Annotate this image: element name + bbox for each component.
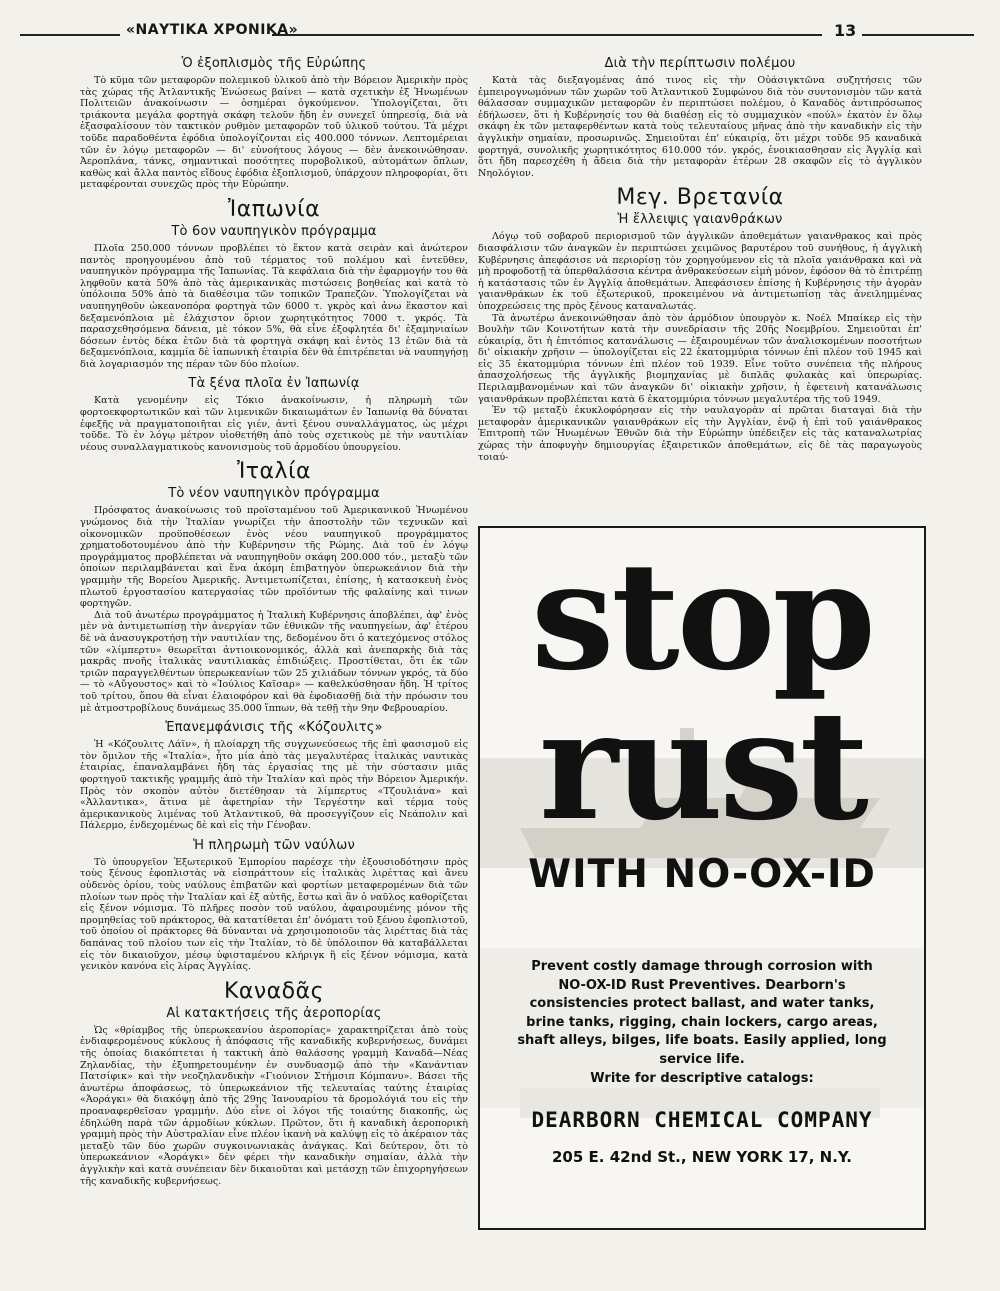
article-paragraph: Πρόσφατος ἀνακοίνωσις τοῦ προϊσταμένου τοῦ Ἀμερικανικοῦ Ἠνωμένου γνώμονος διὰ τὴν Ἰταλίαν γνωρίζει τὴν ἀποστολὴν τῶν τεχνικῶν καὶ οἰκονομικῶν προϋποθέσεων ἑνὸς νέου ναυπηγικοῦ προγράμματος χρηματοδοτουμένου ἀπὸ τὴν Κυβέρνησιν τῆς Ρώμης. Διὰ τοῦ ἐν λόγῳ προγράμματος προβλέπεται νὰ ναυπηγηθοῦν σκάφη 200.000 τόν., μεταξὺ τῶν ὁποίων περιλαμβάνεται καὶ ἕνα ἀκόμη ἐπιβατηγὸν ὑπερωκεάνιον διὰ τὴν γραμμὴν τῆς Βορείου Ἀμερικῆς. Ἀντιμετωπίζεται, ἐπίσης, ἡ κατασκευὴ ἑνὸς πλωτοῦ ἐργοστασίου κατεργασίας τῶν προϊόντων τῆς φαλαίνης καὶ τινων φορτηγῶν. — [80, 505, 468, 610]
article-paragraph: Κατὰ γενομένην εἰς Τόκιο ἀνακοίνωσιν, ἡ πληρωμὴ τῶν φορτοεκφορτωτικῶν καὶ τῶν λιμενικῶν δικαιωμάτων ἐν Ἰαπωνίᾳ θὰ δύναται ἐφεξῆς νὰ πραγματοποιῆται εἰς γιέν, ἀντὶ ξένου συναλλάγματος, ὡς μέχρι τοῦδε. Τὸ ἐν λόγῳ μέτρον υἱοθετήθη ἀπὸ τοὺς σχετικοὺς μὲ τὴν ναυτιλίαν νέους συναλλαγματικοὺς κανονισμοὺς τοῦ ἁρμοδίου ὑπουργείου. — [80, 395, 468, 453]
article-paragraph: Πλοῖα 250.000 τόννων προβλέπει τὸ ἕκτον κατὰ σειρὰν καὶ ἀνώτερον παντὸς προηγουμένου ἀπὸ τοῦ τέρματος τοῦ πολέμου καὶ ἐντεῦθεν, ναυπηγικὸν πρόγραμμα τῆς Ἰαπωνίας. Τὰ κεφάλαια διὰ τὴν ἐφαρμογήν του θὰ ληφθοῦν κατὰ 50% ἀπὸ τὰς ἀμερικανικὰς πιστώσεις βοηθείας καὶ κατὰ τὸ ὑπόλοιπα 50% ἀπὸ τὰ διαθέσιμα τῶν τοπικῶν Τραπεζῶν. Ὑπολογίζεται νὰ ναυπηγηθοῦν ὠκεανοπόρα φορτηγὰ τῶν 6000 τ. γκρὸς καὶ ἀνω ἕκαστον καὶ δεξαμενόπλοια μὲ ἐλάχιστον ὅριον χωρητικότητος 7000 τ. γκρός. Τὰ παρασχεθησόμενα δάνεια, μὲ τόκον 5%, θὰ εἶνε ἐξοφλητέα δι' ἑξαμηνιαίων δόσεων ἐντὸς δέκα ἐτῶν διὰ τὰ φορτηγὰ σκάφη καὶ ἐντὸς 13 ἐτῶν διὰ τὰ δεξαμενόπλοια, καμμία δὲ ἰαπωνικὴ ἑταιρία δὲν θὰ ἐπιτρέπεται νὰ ναυπηγήσῃ διὰ λογαριασμόν της πέραν τῶν δύο πλοίων. — [80, 242, 468, 370]
header-rule-middle — [272, 34, 822, 36]
article-paragraph: Ἐν τῷ μεταξὺ ἐκυκλοφόρησαν εἰς τὴν ναυλαγορὰν αἱ πρῶται διαταγαὶ διὰ τὴν μεταφορὰν ἀμερικανικῶν γαιανθράκων εἰς τὴν Ἀγγλίαν, ἐνῷ ἡ ἐπὶ τοῦ γαιάνθρακος Ἐπιτροπὴ τῶν Ἡνωμένων Ἐθνῶν διὰ τὴν Εὐρώπην ὑπέδειξεν εἰς τὰς καταναλωτρίας χώρας τὴν ἀποφυγὴν δημιουργίας ἐξαιρετικῶν ἀποθεμάτων, εἰς δὲ τὰς παραγωγοὺς τοιαύ- — [478, 405, 922, 463]
ad-body-text: Prevent costly damage through corrosion with NO-OX-ID Rust Preventives. Dearborn's consistencies protect ballast, and water tanks, brine tanks, rigging, chain lockers, cargo areas, shaft alleys, bilges, life boats. Easily applied, long service life. — [517, 959, 887, 1067]
article-paragraph: Τὸ κῦμα τῶν μεταφορῶν πολεμικοῦ ὑλικοῦ ἀπὸ τὴν Βόρειον Ἀμερικὴν πρὸς τὰς χώρας τῆς Ἀτλαντικῆς Ἑνώσεως βαίνει — κατὰ σχετικὴν ἐξ Ἡνωμένων Πολιτειῶν ἀνακοίνωσιν — ὁσημέραι ὀγκούμενον. Ὑπολογίζεται, ὅτι τριάκοντα μεγάλα φορτηγὰ σκάφη τελοῦν ἤδη ἐν συνεχεῖ ὑπηρεσίᾳ, διὰ νὰ ἐξασφαλίσουν τὸν τακτικὸν ρυθμὸν μεταφορῶν τοῦ ὑλικοῦ τούτου. Τὰ μέχρι τοῦδε παραδοθέντα ἐφόδια ὑπολογίζονται εἰς 400.000 τόννων. Λεπτομέρειαι τῶν ἐν λόγῳ μεταφορῶν — δι' εὐνοήτους λόγους — δὲν ἀνεκοινώθησαν. Ἀεροπλάνα, τάνκς, σημαντικαὶ ποσότητες πυροβολικοῦ, αὐτομάτων ὅπλων, καθὼς καὶ ἄλλα παντὸς εἴδους ἐφόδια ἐξοπλισμοῦ, ὑπάρχουν πληροφορίαι, ὅτι μεταφέρονται συνεχῶς πρὸς τὴν Εὐρώπην. — [80, 75, 468, 191]
article-paragraph: Διὰ τοῦ ἀνωτέρω προγράμματος ἡ Ἰταλικὴ Κυβέρνησις ἀποβλέπει, ἀφ' ἑνὸς μὲν νὰ ἀντιμετωπίσῃ τὴν ἀνεργίαν τῶν ἐθνικῶν τῆς ναυπηγείων, ἀφ' ἑτέρου δὲ νὰ ἀνασυγκροτήσῃ τὴν ναυτιλίαν της, δεδομένου ὅτι ὁ κατεχόμενος στόλος τῶν «λίμπερτυ» θεωρεῖται ἀντιοικονομικός, ἀλλὰ καὶ ἀνεπαρκὴς διὰ τὰς μακρᾶς πνοῆς ἰταλικὰς ναυτιλιακὰς ἐπιδιώξεις. Προστίθεται, ὅτι ἐκ τῶν τριῶν παραγγελθέντων ὑπερωκεανίων τῶν 25 χιλιάδων τόννων γκρός, τὰ δύο — τὸ «Αὔγουστος» καὶ τὸ «Ἰούλιος Καῖσαρ» — καθελκύσθησαν ἤδη. Ἡ τρίτος τοῦ τρίτου, ὅπου θὰ εἶναι ἐλαιοφόρον καὶ θὰ ἐφοδιασθῇ διὰ τὴν πρόωσιν του μὲ ἀτμοστροβίλους δυνάμεως 35.000 ἵππων, θὰ τεθῇ τὴν 9ην Φεβρουαρίου. — [80, 609, 468, 714]
country-heading-italy: Ἰταλία — [236, 459, 312, 485]
publication-title: «ΝΑΥΤΙΚΑ ΧΡΟΝΙΚΑ» — [126, 22, 299, 38]
section-title-europe-armament: Ὁ ἐξοπλισμὸς τῆς Εὐρώπης — [181, 56, 367, 71]
advertisement-no-ox-id — [478, 526, 926, 1230]
header-rule-right — [862, 34, 974, 36]
ad-call-to-action: Write for descriptive catalogs: — [590, 1070, 814, 1086]
subheading-cosulich: Ἐπανεμφάνισις τῆς «Κόζουλιτς» — [165, 720, 383, 736]
ad-headline-rust: rust — [539, 678, 865, 854]
subheading-coal-shortage: Ἡ ἔλλειψις γαιανθράκων — [617, 212, 783, 228]
subheading-freight-payment: Ἡ πληρωμὴ τῶν ναύλων — [193, 837, 355, 853]
ad-body-copy — [516, 958, 888, 1088]
subheading-foreign-ships-japan: Τὰ ξένα πλοῖα ἐν Ἰαπωνίᾳ — [188, 376, 360, 392]
article-paragraph: Τὰ ἀνωτέρω ἀνεκοινώθησαν ἀπὸ τὸν ἁρμόδιον ὑπουργὸν κ. Νοέλ Μπαίκερ εἰς τὴν Βουλὴν τῶν Κοινοτήτων κατὰ τὴν συνεδρίασιν τῆς 20ῆς Νοεμβρίου. Σημειοῦται ἐπ' εὐκαιρίᾳ, ὅτι ἡ ἐπιτόπιος κατανάλωσις — ἐξαιρουμένων τῶν ἀναλισκομένων ποσοτήτων δι' οἰκιακὴν χρῆσιν — ὑπολογίζεται εἰς 22 ἑκατομμύρια τόννων ἐπὶ πλέον τοῦ 1945 καὶ εἰς 35 ἑκατομμύρια τόννων ἐπὶ πλέον τοῦ 1939. Εἶνε τοῦτο συνέπεια τῆς πλήρους ἀπασχολήσεως τῆς ἀγγλικῆς βιομηχανίας μὲ διπλᾶς φυλακὰς καὶ ὑπερωρίας. Περιλαμβανομένων καὶ τῶν ἀναγκῶν δι' οἰκιακὴν χρῆσιν, ἡ ἐφετεινὴ κατανάλωσις γαιανθράκων προβλέπεται κατὰ 6 ἑκατομμύρια τόννων μεγαλυτέρα τῆς τοῦ 1949. — [478, 312, 922, 405]
article-paragraph: Τὸ ὑπουργεῖον Ἐξωτερικοῦ Ἐμπορίου παρέσχε τὴν ἐξουσιοδότησιν πρὸς τοὺς ξένους ἐφοπλιστὰς νὰ εἰσπράττουν εἰς ἰταλικὰς λιρέττας καὶ ἄνευ οὐδενὸς ὁρίου, τοὺς ναύλους ἐπιβατῶν καὶ φορτίων μεταφερομένων διὰ τῶν πλοίων των πρὸς τὴν Ἰταλίαν καὶ ἐξ αὐτῆς, ἔστω καὶ ἂν ὁ ναῦλος καθορίζεται εἰς ξένον νόμισμα. Τὸ πλῆρες ποσὸν τοῦ ναύλου, ἀφαιρουμένης μόνον τῆς προμηθείας τοῦ πράκτορος, θὰ κατατίθεται ἐπ' ὀνόματι τοῦ ξένου ἐφοπλιστοῦ, τοῦ ὁποίου οἱ πράκτορες θὰ δύνανται νὰ χρησιμοποιοῦν τὰς λιρέττας διὰ τὰς δαπάνας τοῦ πλοίου των εἰς τὴν Ἰταλίαν, τὸ δὲ ὑπόλοιπον θὰ καταβάλλεται εἰς τὸν δικαιοῦχον, μέσῳ ὑφισταμένου κλήριγκ ἢ εἰς ξένον νόμισμα, κατὰ γενικὸν κανόνα εἰς λίρας Ἀγγλίας. — [80, 856, 468, 973]
subheading-japan-program: Τὸ 6ον ναυπηγικὸν πρόγραμμα — [171, 223, 377, 239]
country-heading-canada: Καναδᾶς — [223, 978, 325, 1004]
right-column — [478, 56, 922, 463]
section-title-wartime: Διὰ τὴν περίπτωσιν πολέμου — [604, 56, 796, 71]
article-paragraph: Ἡ «Κόζουλιτς Λάϊν», ἡ πλοίαρχη τῆς συγχωνεύσεως τῆς ἐπὶ φασισμοῦ εἰς τὸν ὅμιλον τῆς «Ἰταλία», ἦτο μία ἀπὸ τὰς μεγαλυτέρας ἰταλικὰς ναυτικὰς ἑταιρίας, ἐπαναλαμβάνει ἤδη τὰς ἐργασίας της μὲ τὴν σύστασιν μιᾶς φορτηγοῦ τακτικῆς γραμμῆς ἀπὸ τὴν Ἰταλίαν καὶ πρὸς τὴν Βόρειον Ἀμερικήν. Πρὸς τὸν σκοπὸν αὐτὸν διετέθησαν τὰ λίμπερτυς «Τζουλιάνα» καὶ «Ἀλλαντικα», ἅτινα μὲ ἀφετηρίαν τὴν Τεργέστην καὶ τέρμα τοὺς ἀμερικανικοὺς λιμένας τοῦ Ἀτλαντικοῦ, θὰ προσεγγίζουν εἰς Νεάπολιν καὶ Πάλερμο, ἐνδεχομένως δὲ καὶ εἰς τὴν Γένοβαν. — [80, 739, 468, 832]
ad-subhead: WITH NO-OX-ID — [528, 852, 876, 897]
country-heading-japan: Ἰαπωνία — [227, 196, 321, 222]
header-rule-left — [20, 34, 120, 36]
left-column — [80, 56, 468, 1187]
subheading-italy-program: Τὸ νέον ναυπηγικὸν πρόγραμμα — [168, 486, 380, 502]
page-number: 13 — [834, 21, 857, 40]
ad-company-name: DEARBORN CHEMICAL COMPANY — [531, 1108, 873, 1132]
subheading-canada-aviation: Αἱ κατακτήσεις τῆς ἀεροπορίας — [166, 1005, 382, 1021]
article-paragraph: Ὡς «θρίαμβος τῆς ὑπερωκεανίου ἀεροπορίας» χαρακτηρίζεται ἀπὸ τοὺς ἐνδιαφερομένους κύκλους ἡ ἀπόφασις τῆς καναδικῆς κυβερνήσεως, δυνάμει τῆς ὁποίας διακόπτεται ἡ τακτικὴ ἀπὸ θαλάσσης γραμμὴ Καναδᾶ—Νέας Ζηλανδίας, τὴν ἐξυπηρετουμένην ἐν συνδυασμῷ ἀπὸ τὴν «Κανάντιαν Πατσίφικ» καὶ τὴν νεοζηλανδικὴν «Γιούνιον Στήμσιπ Κόμπανυ». Βάσει τῆς ἀνωτέρω ἀποφάσεως, τὸ ὑπερωκεάνιον τῆς τελευταίας ταύτης ἑταιρίας «Ἀοράγκι» θὰ διακόψῃ ἀπὸ τῆς 29ης Ἰανουαρίου τὰ δρομολόγιά του εἰς τὴν προαναφερθεῖσαν γραμμήν. Δύο εἶνε οἱ λόγοι τῆς τοιαύτης διακοπῆς, ὡς ἐδηλώθη παρὰ τῶν ἁρμοδίων κύκλων. Πρῶτον, ὅτι ἡ καναδικὴ ἀεροπορικὴ γραμμὴ πρὸς τὴν Αὐστραλίαν εἶνε πλέον ἱκανὴ νὰ καλύψῃ εἰς τὸ ἀκέραιον τὰς μεταξὺ τῶν δύο χωρῶν συγκοινωνιακὰς ἀνάγκας. Καὶ δεύτερον, ὅτι τὸ ὑπερωκεάνιον «Ἀοράγκι» δὲν φέρει τὴν καναδικὴν σημαίαν, ἀλλὰ τὴν ἀγγλικὴν καὶ κατὰ συνέπειαν δὲν δικαιοῦται καὶ μετάσχῃ τῶν ἐπιχορηγήσεων τῆς καναδικῆς κυβερνήσεως. — [80, 1024, 468, 1187]
ad-company-address: 205 E. 42nd St., NEW YORK 17, N.Y. — [552, 1148, 852, 1166]
article-paragraph: Λόγῳ τοῦ σοβαροῦ περιορισμοῦ τῶν ἀγγλικῶν ἀποθεμάτων γαιανθρακος καὶ πρὸς διασφάλισιν τῶν ἀναγκῶν ἐν περιπτώσει χειμῶνος βαρυτέρου τοῦ συνήθους, ἡ ἀγγλικὴ Κυβέρνησις ἀπεφάσισε νὰ περιορίσῃ τὸν χορηγούμενον εἰς τὰ πλοῖα γαιάνθρακα καὶ νὰ μὴ προφοδοτῇ τὰ ὑπερθαλάσσια κέντρα ἀνθρακεύσεων εἰμὴ μόνον, ἐφόσον θὰ τὸ ἐπιτρέπῃ ἡ κατάστασις τῶν ἐν Ἀγγλίᾳ ἀποθεμάτων. Ἀπεφάσισεν ἐπίσης ἡ Κυβέρνησις τὴν ἀγορὰν γαιανθράκων ἐκ τοῦ ἐξωτερικοῦ, προκειμένου νὰ ἀντιμετωπίσῃ τὰς ἀνειλημμένας ὑποχρεώσεις της πρὸς ξένους καταναλωτάς. — [478, 231, 922, 312]
article-paragraph: Κατὰ τὰς διεξαγομένας ἀπό τινος εἰς τὴν Οὐάσιγκτῶνα συζητήσεις τῶν ἐμπειρογνωμόνων τῶν χωρῶν τοῦ Ἀτλαντικοῦ Συμφώνου διὰ τὸν συντονισμὸν τῶν κατὰ θάλασσαν συμμαχικῶν μεταφορῶν ἐν περιπτώσει πολέμου, ὁ Καναδὸς ἀντιπρόσωπος ἐδήλωσεν, ὅτι ἡ Κυβέρνησίς του θὰ διαθέσῃ εἰς τὸ συμμαχικὸν «πούλ» ἑκατὸν ἐν ὅλῳ σκάφη ἐκ τῶν μεταφερθέντων κατὰ τοὺς τελευταίους μῆνας ἀπὸ τὴν καναδικὴν εἰς τὴν ἀγγλικὴν σημαίαν, προσωρινῶς. Σημειοῦται ἐπ' εὐκαιρίᾳ, ὅτι μέχρι τοῦδε 95 καναδικὰ φορτηγά, συνολικῆς χωρητικότητος 610.000 τόν. γκρός, ἐνοικιασθησαν εἰς Ἀγγλίᾳ καὶ ὅτι ἤδη παρεσχέθη ἡ ἄδεια διὰ τὴν μεταφορὰν ἑτέρων 28 σκαφῶν εἰς τὸ ἀγγλικὸν Νηολόγιον. — [478, 75, 922, 179]
country-heading-great-britain: Μεγ. Βρετανία — [616, 185, 784, 211]
ad-headline-stop: stop — [531, 529, 873, 703]
